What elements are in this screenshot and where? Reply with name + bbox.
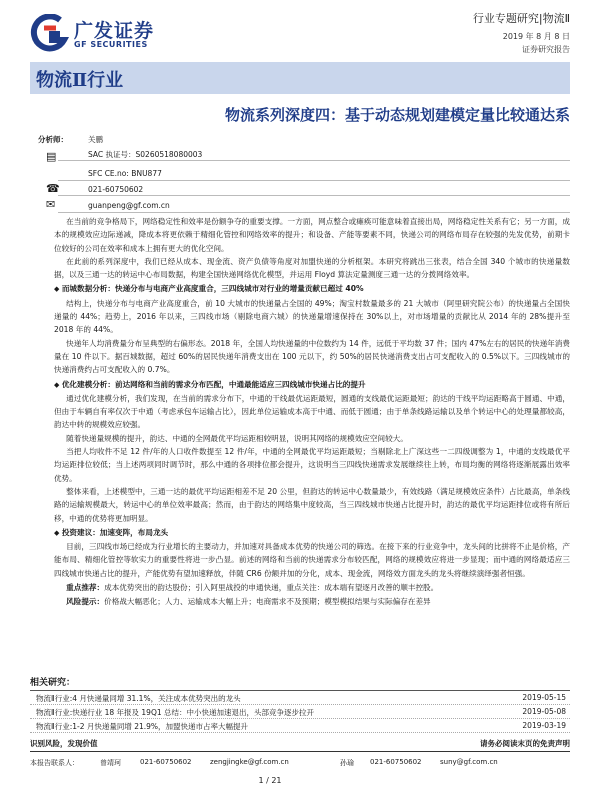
related-row[interactable] xyxy=(30,691,570,705)
contact-phone: 021-60750602 xyxy=(140,758,192,766)
report-body xyxy=(54,215,570,609)
footer-bar xyxy=(30,738,570,752)
related-row[interactable] xyxy=(30,719,570,733)
contact-name: 孙瑜 xyxy=(340,759,354,767)
related-research xyxy=(30,675,570,733)
sac-row xyxy=(30,147,570,169)
contact-row xyxy=(30,758,570,774)
divider xyxy=(58,195,570,196)
analyst-label: 分析师： xyxy=(38,135,68,144)
paragraph: 随着快递量规模的提升，韵达、中通的全网最优平均运距相较明显，说明其网络的规模效应空间较大。 xyxy=(66,433,408,443)
id-card-icon: ▤ xyxy=(46,150,57,163)
section-heading: ◆ 投资建议：加速变阵，布局龙头 xyxy=(54,526,570,540)
paragraph: 通过优化建模分析，我们发现，在当前的需求分布下，中通的干线最优运距最短，圆通的支线最优运距最短；韵达的干线平均运距略高于圆通、中通，但由于车辆自有率仅次于中通（考虑承包车运输占比），因此单位运输成本高于中通、而低于圆通；由于单条线路运输以及单个转运中心的处理量都较高，韵达中转的规模效应较强。 xyxy=(54,393,570,430)
sac-number: SAC 执证号：S0260518080003 xyxy=(88,150,203,159)
related-row[interactable] xyxy=(30,705,570,719)
related-title[interactable]: 物流Ⅱ行业:1-2 月快递量同增 21.9%，加盟快递市占率大幅提升 xyxy=(36,722,249,731)
phone-icon: ☎ xyxy=(46,182,60,195)
report-category: 行业专题研究|物流Ⅱ xyxy=(472,12,570,25)
risk-warning xyxy=(54,595,570,608)
related-title[interactable]: 物流Ⅱ行业:4 月快递量同增 31.1%，关注成本优势突出的龙头 xyxy=(36,694,241,703)
page-footer xyxy=(30,738,570,774)
page-header xyxy=(30,8,570,60)
related-date: 2019-05-15 xyxy=(522,693,566,702)
footer-slogan: 识别风险，发现价值 xyxy=(30,739,98,748)
paragraph: 当把人均收件不足 12 件/年的人口收件数提至 12 件/年，中通的全网最优平均运距最短；当剔除北上广深这些一二四级调整为 1，中通的支线最优平均运距排位较低；当上述两项同时调节时，那么中通的各项排位都会提升，这说明当三四线快递需求发展继续往上转，布局均衡的网络将逐渐展露出效率优势。 xyxy=(54,447,570,483)
focus-label: 重点推荐： xyxy=(66,583,105,593)
focus-text: 成本优势突出的韵达股份；引入阿里战投的申通快递，重点关注：成本端有望逐月改善的顺丰控股。 xyxy=(104,583,439,593)
contact-phone: 021-60750602 xyxy=(370,758,422,766)
logo-text-cn: 广发证券 xyxy=(74,20,155,42)
footer-disclaimer: 请务必阅读末页的免责声明 xyxy=(480,739,570,748)
header-meta xyxy=(473,10,570,55)
industry-title: 物流Ⅱ行业 xyxy=(36,70,124,91)
contact-email[interactable]: suny@gf.com.cn xyxy=(440,758,498,766)
paragraph: 整体来看，上述模型中，三通一达的最优平均运距相差不足 20 公里，但韵达的转运中心数量最少，有效线路（满足规模效应条件）占比最高，单条线路的运输规模最大，转运中心的单位效率最高；然而，由于韵达的网络集中度较高，当三四线城市快递占比提升时，韵达的最优平均运距排位或将有所后移，中通的优势将更加明显。 xyxy=(54,486,570,523)
risk-text: 价格战大幅恶化；人力、运输成本大幅上升；电商需求不及预期；模型模拟结果与实际偏存在差异 xyxy=(104,597,431,607)
section-heading: ◆ 而城数据分析：快递分布与电商产业高度重合，三四线城市对行业的增量贡献已超过 40% xyxy=(54,282,570,296)
phone-row xyxy=(30,183,570,199)
related-title[interactable]: 物流Ⅱ行业:快递行业 18 年报及 19Q1 总结：中小快递加速退出，头部竞争逐步拉开 xyxy=(36,708,315,717)
logo-text-en: GF SECURITIES xyxy=(74,40,148,49)
report-title: 物流系列深度四：基于动态规划建模定量比较通达系 xyxy=(224,106,570,124)
related-header: 相关研究： xyxy=(30,675,570,691)
gf-logo-icon xyxy=(30,14,70,52)
sfc-number: SFC CE.no: BNU877 xyxy=(88,169,162,178)
divider xyxy=(58,212,570,213)
paragraph: 在此前的系列深度中，我们已经从成本、现金流、资产负债等角度对加盟快递的分析框架。本研究将跳出三张表，结合全国 340 个城市的快递量数据，以及三通一达的转运中心布局数据，构建全国快递网络优化模型，并运用 Floyd 算法定量测度三通一达的分拨网络效率。 xyxy=(54,256,570,280)
paragraph: 目前，三四线市场已经成为行业增长的主要动力，并加速对具备成本优势的快递公司的筛选。在接下来的行业竞争中，龙头间的比拼将不止是价格，产能布局、精细化管控等软实力的重要性将进一步凸显。前述的网络和当前的快递需求分布较匹配，网络的规模效应将进一步显现；而中通的网络最适应三四线城市快递占比的提升，产能优势有望加速释放，伴随 CR6 份额并加的分化，成本、现金流，网络效方面龙头的龙头将继续演绎强者恒强。 xyxy=(54,542,570,578)
divider xyxy=(58,180,570,181)
section-heading: ◆ 优化建模分析：前达网络和当前的需求分布匹配，中通最能适应三四线城市快递占比的提升 xyxy=(54,378,570,392)
contact-email[interactable]: zengjingke@gf.com.cn xyxy=(210,758,289,766)
phone-number: 021-60750602 xyxy=(88,185,144,194)
contact-label: 本报告联系人： xyxy=(30,759,79,767)
gf-logo xyxy=(30,14,170,54)
related-date: 2019-03-19 xyxy=(522,721,566,730)
risk-label: 风险提示： xyxy=(66,597,105,607)
contact-name: 曾靖珂 xyxy=(100,759,121,767)
email-icon: ✉ xyxy=(46,198,56,211)
page-number: 1 / 21 xyxy=(258,776,282,785)
focus-recommendation xyxy=(54,581,570,594)
report-date: 2019 年 8 月 8 日 xyxy=(502,32,570,41)
analyst-row xyxy=(30,134,570,147)
industry-band xyxy=(30,62,570,94)
report-type: 证券研究报告 xyxy=(522,45,570,54)
email-link[interactable]: guanpeng@gf.com.cn xyxy=(88,201,170,210)
analyst-block xyxy=(30,134,570,215)
divider xyxy=(58,160,570,161)
paragraph: 在当前的竞争格局下，网络稳定性和效率是份额争夺的重要支撑。一方面，网点整合或瘫痪可能意味着直接出局，网络稳定性关系有它；另一方面，成本的规模效应边际递减，降成本将更依赖于精细化管控和网络效率的提升；和设备、产能等要素不同，快递公司的网络布局存在较强的先发优势，前期卡位较好的公司在效率和成本上拥有更大的优化空间。 xyxy=(54,217,570,253)
paragraph: 结构上，快递分布与电商产业高度重合，前 10 大城市的快递量占全国的 49%；淘宝村数量最多的 21 大城市（阿里研究院公布）的快递量占全国快递量的 44%；趋势上，2016 年以来，三四线市场（剔除电商六城）的快递量增速保持在 30%以上，对市场增量的贡献比从 2014 年的 28%提升至 2018 年的 44%。 xyxy=(54,298,570,335)
related-date: 2019-05-08 xyxy=(522,707,566,716)
paragraph: 快递年人均消费量分布呈典型的右偏形态。2018 年，全国人均快递量的中位数约为 14 件，远低于平均数 37 件；国内 47%左右的居民的快递年消费量在 10 件以下。据百城数据，超过 60%的居民快递年消费支出在 100 元以下，约 50%的居民快递消费支出占可支配收入的 0.5%以下。三四线城市的快递消费约占可支配收入的 0.7%。 xyxy=(54,338,570,375)
analyst-name: 关鹏 xyxy=(88,135,103,144)
